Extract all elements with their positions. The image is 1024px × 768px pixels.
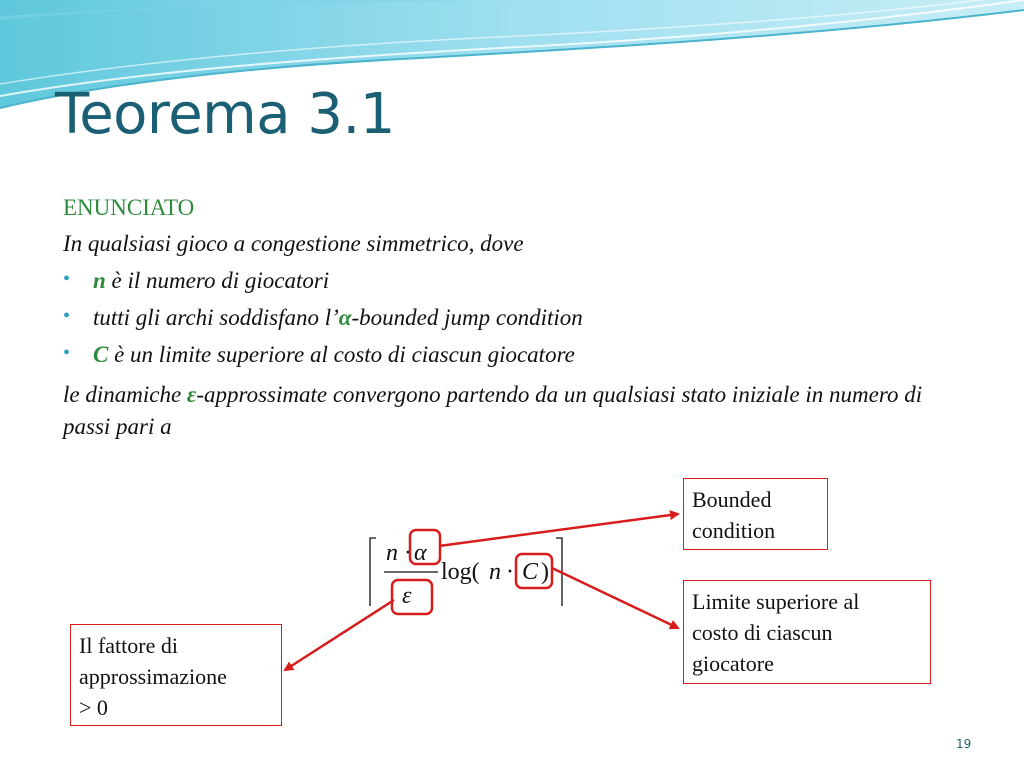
symbol-alpha: α — [338, 305, 352, 330]
annotation-limit-cost — [683, 580, 931, 684]
annotation-bounded-condition — [683, 478, 828, 550]
annotation-line: Il fattore di — [79, 633, 178, 658]
annotation-approx-factor — [70, 624, 282, 726]
formula-dot: · — [404, 540, 412, 566]
section-heading: ENUNCIATO — [63, 195, 195, 220]
bullet-text: tutti gli archi soddisfano l’ — [93, 305, 339, 330]
symbol-c: C — [93, 342, 109, 367]
arrow-to-factor — [285, 600, 394, 670]
page-number: 19 — [956, 737, 972, 751]
ceiling-bracket-left — [370, 538, 376, 606]
bullet-text: è un limite superiore al costo di ciascun giocatore — [108, 342, 575, 367]
symbol-epsilon: ε — [186, 382, 197, 407]
conclusion-prefix: le dinamiche — [63, 382, 187, 407]
annotation-line: Limite superiore al — [692, 589, 860, 614]
conclusion-suffix: -approssimate convergono partendo da un qualsiasi stato iniziale in numero di passi pari a — [63, 382, 923, 439]
annotation-line: condition — [692, 518, 776, 543]
arrow-to-bounded — [439, 514, 678, 546]
intro-text: In qualsiasi gioco a congestione simmetrico, dove — [63, 231, 524, 256]
annotation-line: approssimazione — [79, 664, 227, 689]
formula-numerator-alpha: α — [414, 540, 427, 566]
formula-log-c: C — [522, 559, 539, 585]
arrow-to-limit — [552, 568, 678, 628]
formula-numerator-n: n — [386, 540, 398, 566]
annotation-line: giocatore — [692, 651, 774, 676]
bullet-text: -bounded jump condition — [351, 305, 583, 330]
formula-log: log( — [441, 559, 480, 585]
bullet-text: è il numero di giocatori — [105, 268, 330, 293]
highlight-epsilon — [392, 580, 432, 614]
formula-log-dot: · — [506, 559, 514, 585]
formula-log-n: n — [489, 559, 501, 585]
formula-denominator-epsilon: ε — [402, 583, 412, 609]
annotation-line: > 0 — [79, 695, 108, 720]
formula-log-close: ) — [541, 559, 549, 585]
annotation-line: Bounded — [692, 487, 772, 512]
symbol-n: n — [93, 268, 106, 293]
annotation-line: costo di ciascun — [692, 620, 833, 645]
slide-title: Teorema 3.1 — [55, 82, 395, 147]
